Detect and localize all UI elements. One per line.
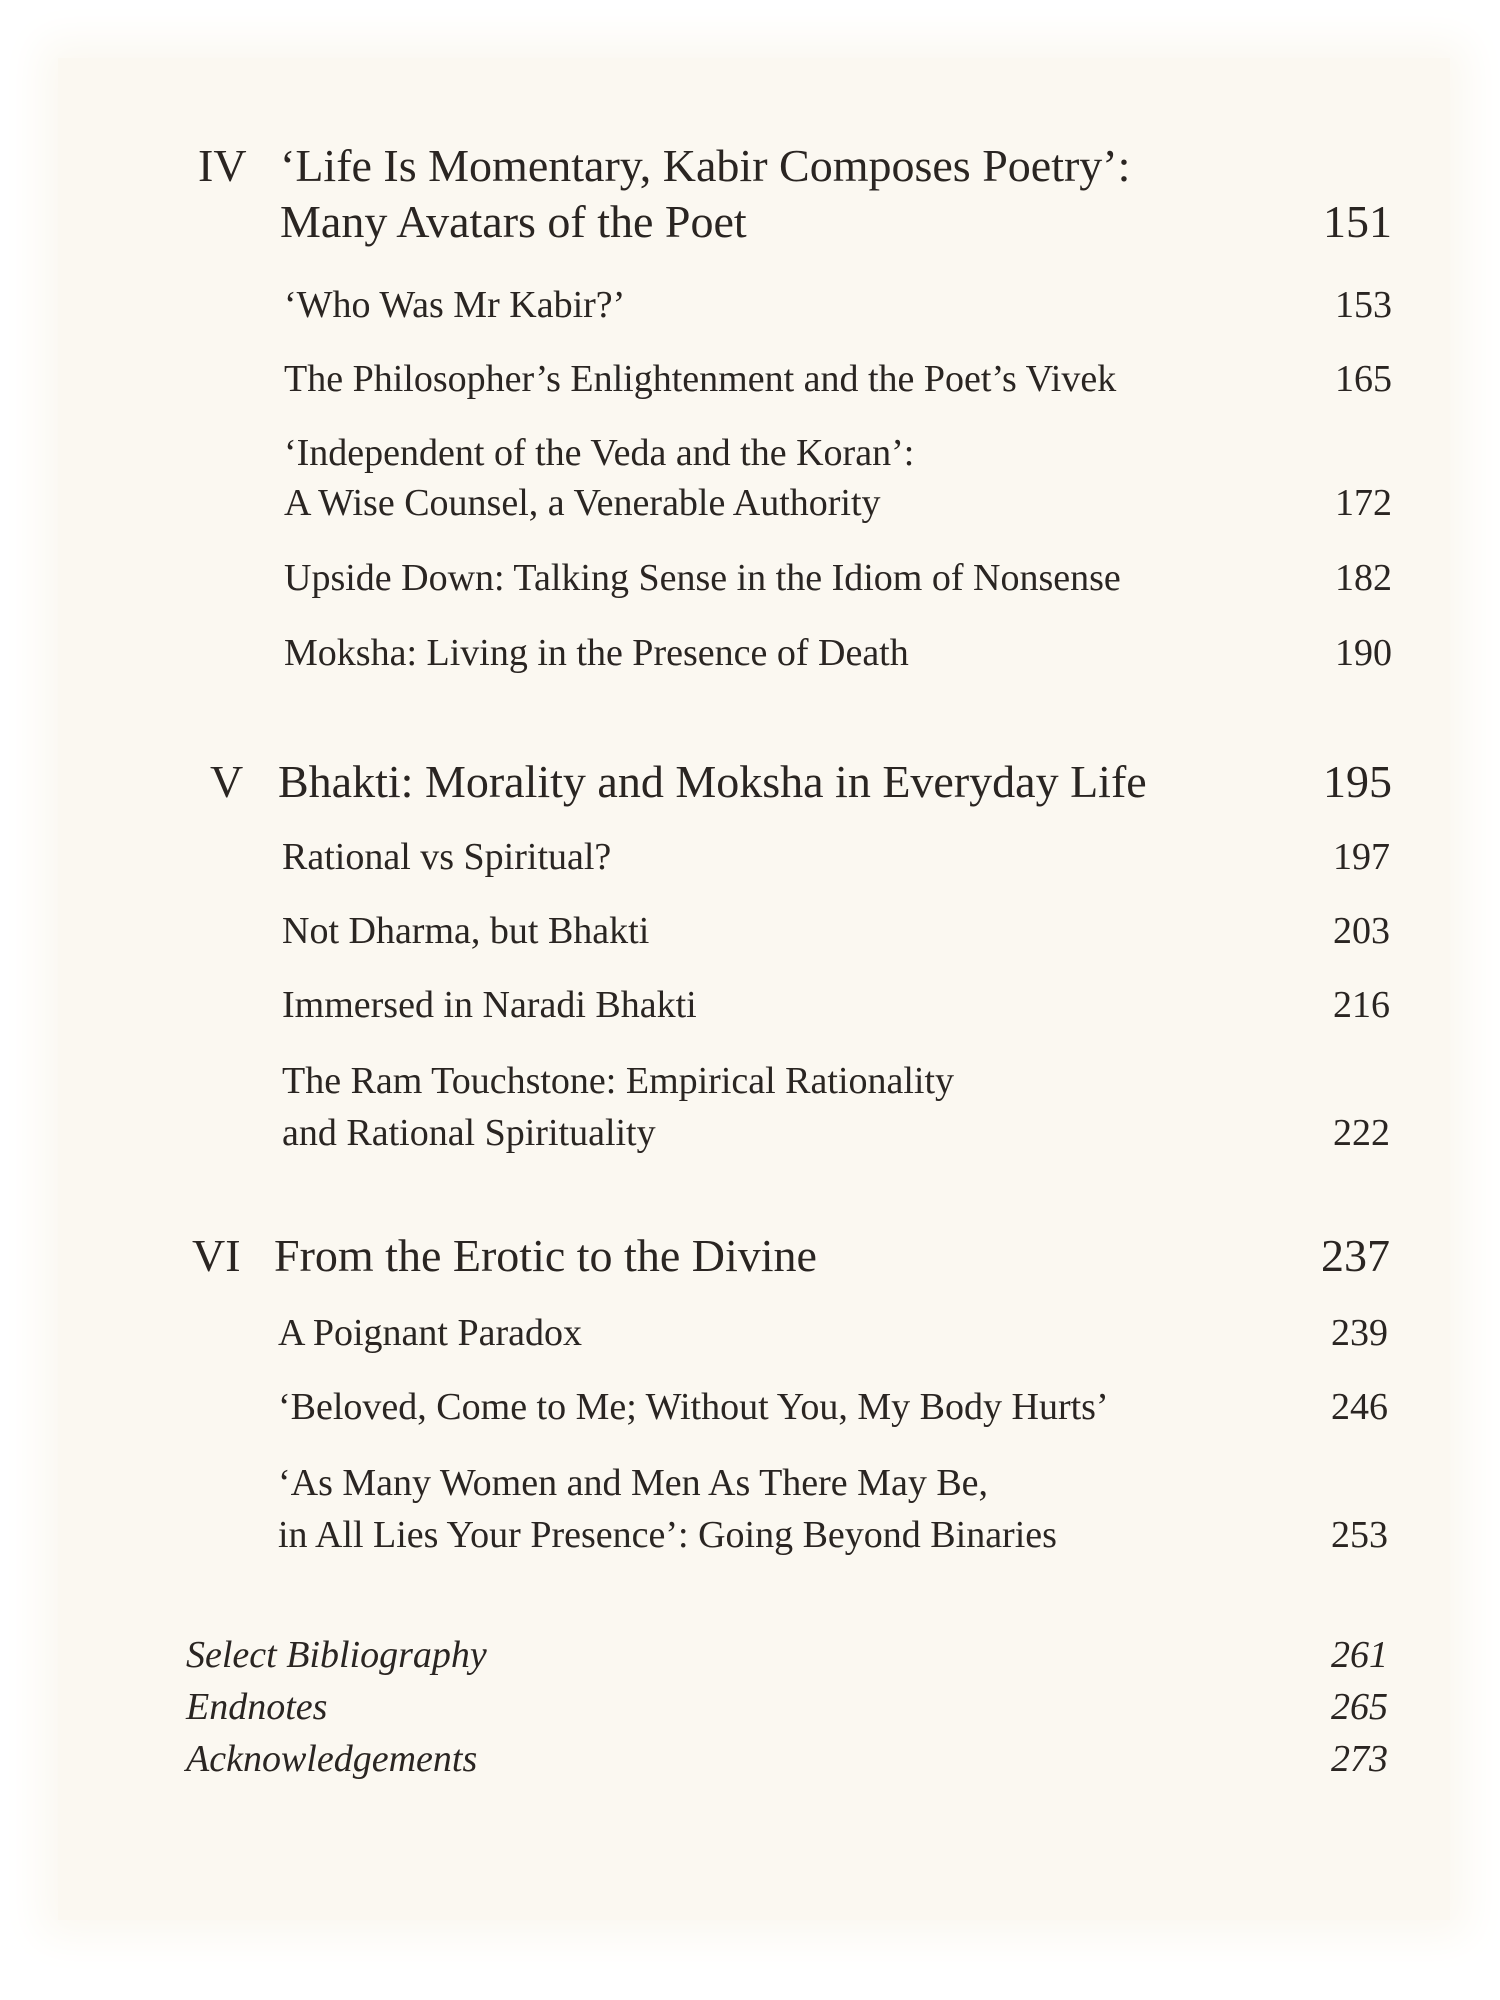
chapter-title-line: ‘Life Is Momentary, Kabir Composes Poetry’: <box>280 140 1131 191</box>
entry-page-number: 246 <box>1331 1386 1388 1428</box>
entry-title: Moksha: Living in the Presence of Death <box>284 632 909 674</box>
entry-title: A Poignant Paradox <box>278 1312 582 1354</box>
chapter-title-line: Many Avatars of the Poet <box>280 196 747 247</box>
entry-page-number: 203 <box>1333 910 1390 952</box>
entry-title-line: The Ram Touchstone: Empirical Rationality <box>282 1060 955 1102</box>
entry-page-number: 216 <box>1333 984 1390 1026</box>
entry-title-line: ‘Independent of the Veda and the Koran’: <box>284 432 915 474</box>
entry-title: Not Dharma, but Bhakti <box>282 910 650 952</box>
entry-page-number: 153 <box>1335 284 1392 326</box>
entry-page-number: 190 <box>1335 632 1392 674</box>
entry-title-line: ‘As Many Women and Men As There May Be, <box>278 1462 989 1504</box>
chapter-vi-heading <box>0 1228 1500 1288</box>
entry-title-line: A Wise Counsel, a Venerable Authority <box>284 482 881 524</box>
chapter-title-line: From the Erotic to the Divine <box>274 1230 817 1281</box>
entry-page-number: 182 <box>1335 557 1392 599</box>
entry-page-number: 197 <box>1333 836 1390 878</box>
entry-page-number: 253 <box>1331 1514 1388 1556</box>
chapter-page-number: 195 <box>1323 756 1392 807</box>
entry-title: ‘Who Was Mr Kabir?’ <box>284 284 626 326</box>
chapter-numeral: VI <box>192 1230 241 1281</box>
back-matter-page-number: 261 <box>1331 1634 1388 1676</box>
back-matter-page-number: 265 <box>1331 1686 1388 1728</box>
chapter-v-heading <box>0 754 1500 814</box>
back-matter-page-number: 273 <box>1331 1738 1388 1780</box>
entry-title: Immersed in Naradi Bhakti <box>282 984 697 1026</box>
entry-title: ‘Beloved, Come to Me; Without You, My Body Hurts’ <box>278 1386 1109 1428</box>
chapter-numeral: V <box>210 756 244 807</box>
entry-page-number: 222 <box>1333 1112 1390 1154</box>
back-matter-title: Acknowledgements <box>186 1738 478 1780</box>
chapter-page-number: 237 <box>1321 1230 1390 1281</box>
entry-title-line: and Rational Spirituality <box>282 1112 656 1154</box>
entry-page-number: 239 <box>1331 1312 1388 1354</box>
entry-title: Rational vs Spiritual? <box>282 836 612 878</box>
back-matter-title: Endnotes <box>186 1686 328 1728</box>
chapter-iv-heading <box>0 138 1500 258</box>
chapter-title-line: Bhakti: Morality and Moksha in Everyday Life <box>278 756 1147 807</box>
entry-title: Upside Down: Talking Sense in the Idiom of Nonsense <box>284 557 1121 599</box>
chapter-numeral: IV <box>198 140 247 191</box>
entry-page-number: 165 <box>1335 358 1392 400</box>
entry-title-line: in All Lies Your Presence’: Going Beyond Binaries <box>278 1514 1057 1556</box>
entry-page-number: 172 <box>1335 482 1392 524</box>
entry-title: The Philosopher’s Enlightenment and the Poet’s Vivek <box>284 358 1117 400</box>
chapter-page-number: 151 <box>1323 196 1392 247</box>
back-matter-title: Select Bibliography <box>186 1634 487 1676</box>
